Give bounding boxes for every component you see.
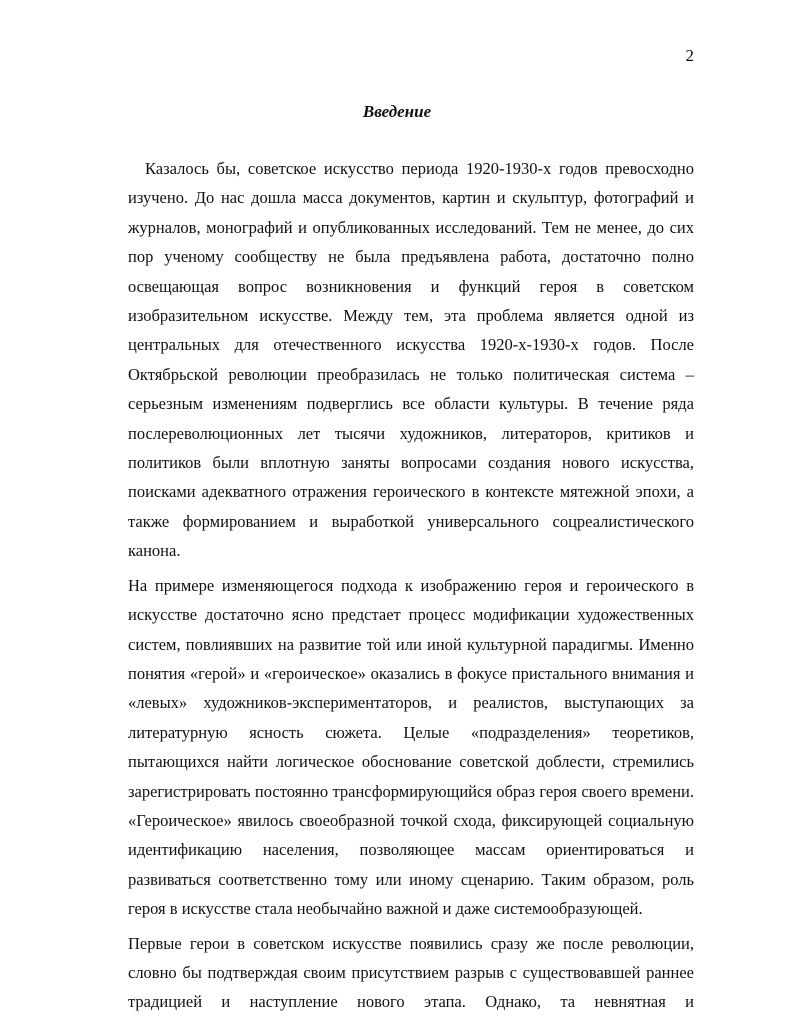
section-heading: Введение — [362, 102, 432, 121]
paragraph-hero-approach: На примере изменяющегося подхода к изображению героя и героического в искусстве достаточно ясно предстает процесс модификации художественных систем, повлиявших на развитие той или иной культурной парадигмы. Именно понятия «герой» и «героическое» оказались в фокусе пристального внимания и «левых» художников-экспериментаторов, и реалистов, выступающих за литературную ясность сюжета. Целые «подразделения» теоретиков, пытающихся найти логическое обоснование советской доблести, стремились зарегистрировать постоянно трансформирующийся образ героя своего времени. «Героическое» явилось своеобразной точкой схода, фиксирующей социальную идентификацию населения, позволяющее массам ориентироваться и развиваться соответственно тому или иному сценарию. Таким образом, роль героя в искусстве стала необычайно важной и даже системообразующей. — [128, 575, 694, 919]
paragraph-intro: Казалось бы, советское искусство периода 1920-1930-х годов превосходно изучено. До нас дошла масса документов, картин и скульптур, фотографий и журналов, монографий и опубликованных исследований. Тем не менее, до сих пор ученому сообществу не была предъявлена работа, достаточно полно освещающая вопрос возникновения и функций героя в советском изобразительном искусстве. Между тем, эта проблема является одной из центральных для отечественного искусства 1920-х-1930-х годов. После Октябрьской революции преобразилась не только политическая система – серьезным изменениям подверглись все области культуры. В течение ряда послереволюционных лет тысячи художников, литераторов, критиков и политиков были вплотную заняты вопросами создания нового искусства, поисками адекватного отражения героического в контексте мятежной эпохи, а также формированием и выработкой универсального соцреалистического канона. — [128, 159, 694, 561]
paragraph-first-heroes: Первые герои в советском искусстве появились сразу же после революции, словно бы подтверждая своим присутствием разрыв с существовавшей раннее традицией и наступление нового этапа. Однако, та невнятная и — [128, 933, 694, 1012]
page-number: 2 — [685, 46, 694, 65]
body-text — [128, 154, 694, 1017]
